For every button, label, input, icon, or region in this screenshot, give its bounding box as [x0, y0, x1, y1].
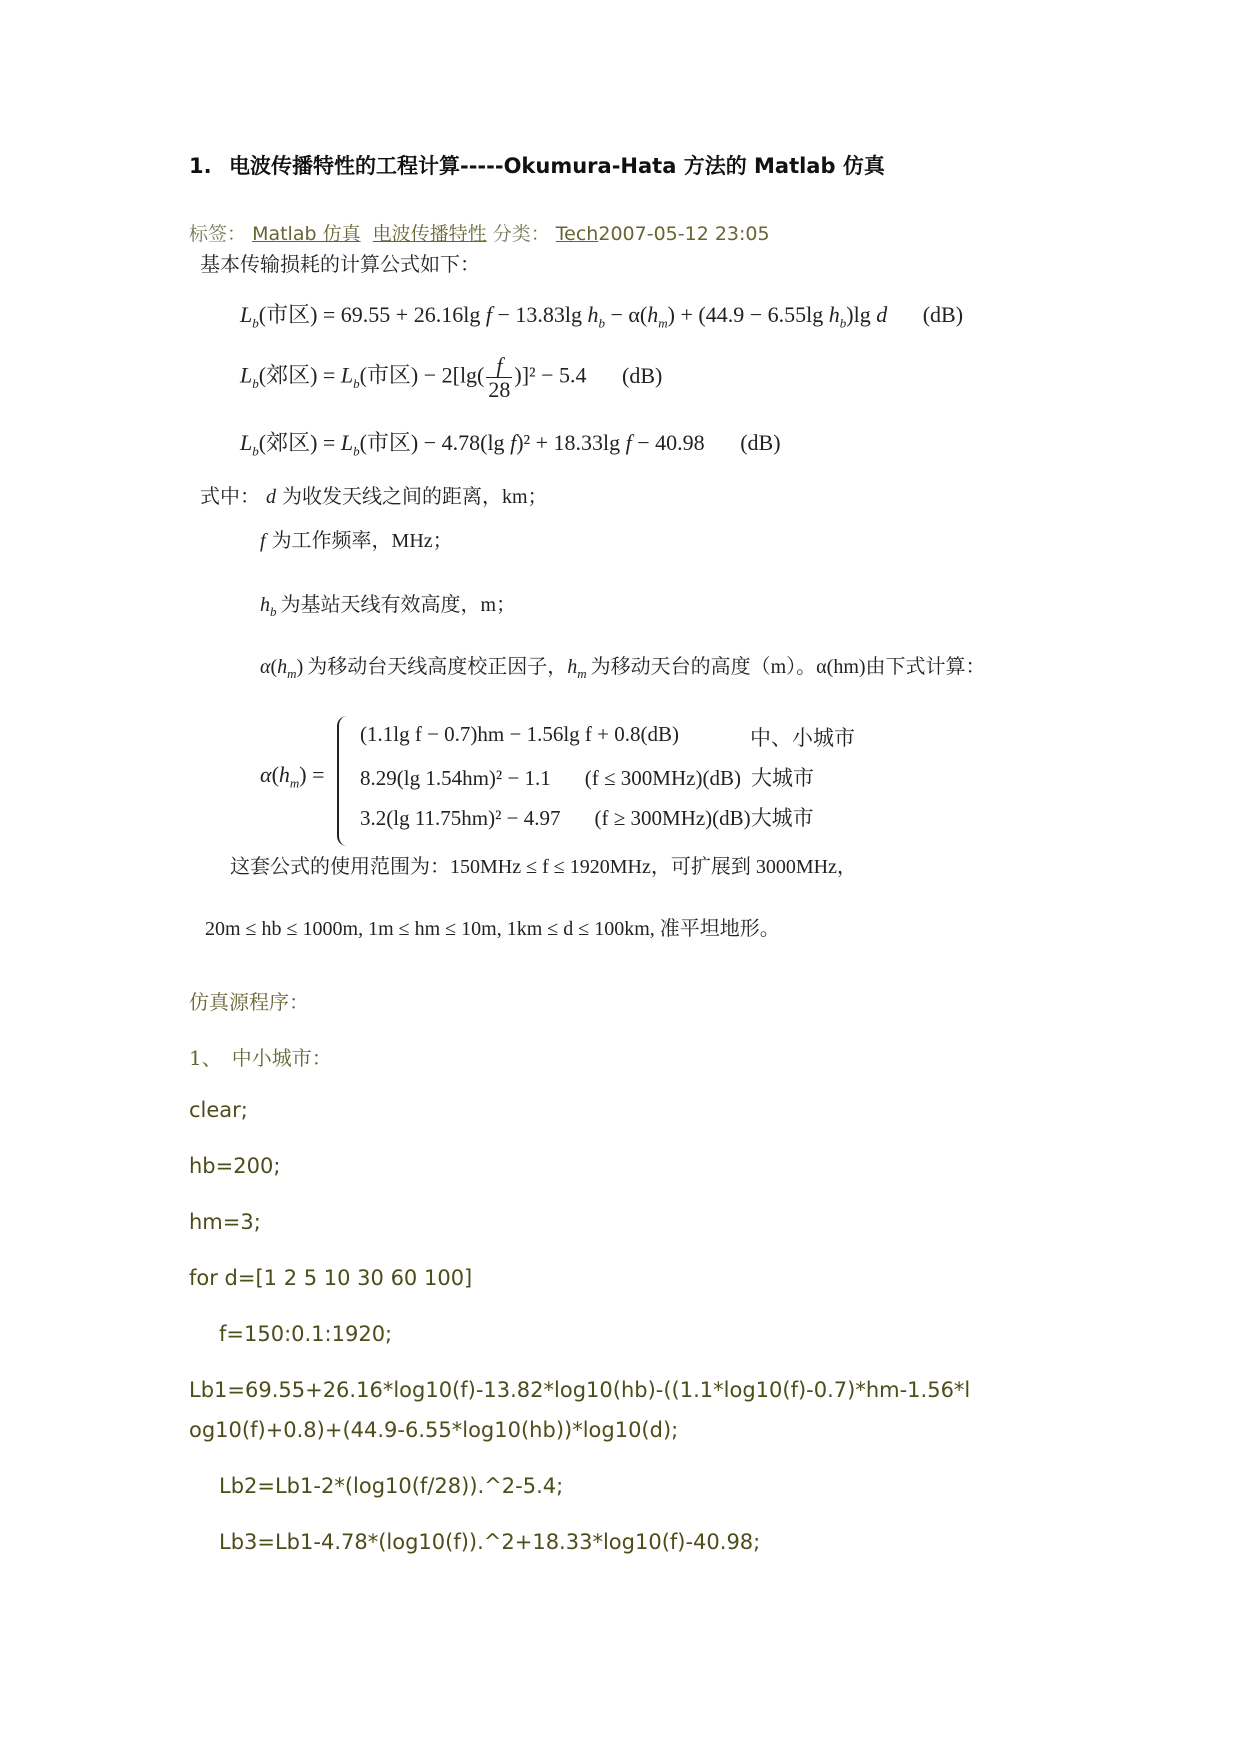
equation-rural: $L_b$(郊区) = $L_b$(市区) − 4.78(lg f)² + 18.33lg f − 40.98 (dB): [240, 430, 781, 459]
article-meta: [189, 219, 770, 246]
code-line-5: f=150:0.1:1920;: [219, 1322, 393, 1346]
title-text: 电波传播特性的工程计算-----Okumura-Hata 方法的 Matlab 仿真: [229, 154, 885, 178]
title-number: 1.: [189, 154, 212, 178]
formula-intro: 基本传输损耗的计算公式如下：: [200, 254, 480, 276]
definition-alpha: $\alpha(h_m)$ 为移动台天线高度校正因子，$h_m$ 为移动天台的高度（m）。α(hm)由下式计算：: [260, 656, 986, 681]
definition-f: f 为工作频率，MHz；: [260, 530, 453, 552]
alpha-lhs: $\alpha(h_m)$ =: [260, 762, 325, 791]
category-label: 分类：: [492, 223, 550, 245]
tag-link-matlab[interactable]: Matlab 仿真: [252, 223, 361, 245]
code-line-3: hm=3;: [189, 1210, 261, 1234]
article-title: [189, 150, 885, 180]
section-item-1: 1、 中小城市：: [189, 1046, 332, 1070]
code-line-1: clear;: [189, 1098, 248, 1122]
code-line-8: Lb2=Lb1-2*(log10(f/28)).^2-5.4;: [219, 1474, 564, 1498]
category-link[interactable]: Tech: [555, 223, 599, 245]
code-line-2: hb=200;: [189, 1154, 281, 1178]
range-frequency: 这套公式的使用范围为：150MHz ≤ f ≤ 1920MHz，可扩展到 3000MHz，: [230, 856, 857, 878]
code-line-7: og10(f)+0.8)+(44.9-6.55*log10(hb))*log10(d);: [189, 1418, 679, 1442]
case-large-high: 3.2(lg 11.75hm)² − 4.97 (f ≥ 300MHz)(dB)大城市: [360, 806, 814, 830]
tags-label: 标签：: [189, 223, 247, 245]
code-line-6: Lb1=69.55+26.16*log10(f)-13.82*log10(hb)-((1.1*log10(f)-0.7)*hm-1.56*l: [189, 1378, 971, 1402]
case-brace: [337, 716, 353, 846]
code-line-4: for d=[1 2 5 10 30 60 100]: [189, 1266, 473, 1290]
range-parameters: 20m ≤ hb ≤ 1000m, 1m ≤ hm ≤ 10m, 1km ≤ d ≤ 100km, 准平坦地形。: [205, 918, 780, 940]
case-large-low: 8.29(lg 1.54hm)² − 1.1 (f ≤ 300MHz)(dB) 大城市: [360, 766, 814, 790]
equation-urban: $L_b$(市区) = 69.55 + 26.16lg f − 13.83lg $h_b - \alpha(h_m) + (44.9 - 6.55\lg$ $h_b)\lg$ d (dB): [240, 302, 964, 331]
equation-suburban: $L_b$(郊区) = $L_b$(市区) − 2[lg( $\frac{f}{28}$ )]² − 5.4 (dB): [240, 353, 663, 403]
code-line-9: Lb3=Lb1-4.78*(log10(f)).^2+18.33*log10(f)-40.98;: [219, 1530, 761, 1554]
definition-hb: $h_b$ 为基站天线有效高度，m；: [260, 594, 517, 619]
case-medium-small: (1.1lg f − 0.7)hm − 1.56lg f + 0.8(dB) 中、小城市: [360, 722, 855, 750]
tag-link-propagation[interactable]: 电波传播特性: [372, 223, 487, 245]
post-datetime: 2007-05-12 23:05: [598, 223, 770, 245]
source-program-label: 仿真源程序：: [189, 990, 309, 1014]
formula-image: [200, 248, 986, 948]
definition-d: 式中： d 为收发天线之间的距离，km；: [200, 486, 548, 508]
